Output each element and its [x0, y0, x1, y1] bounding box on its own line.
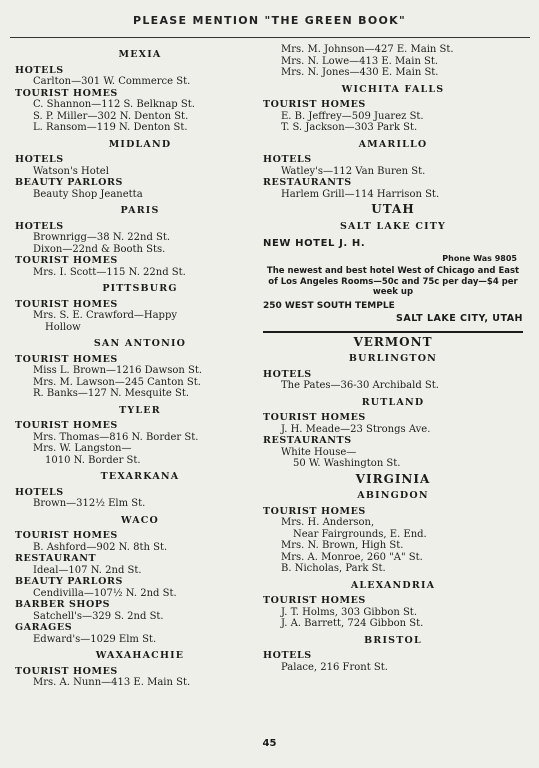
listing-entry: Harlem Grill—114 Harrison St.: [281, 188, 440, 200]
ad-hotel-name: NEW HOTEL J. H.: [263, 238, 366, 249]
ad-rule: [263, 331, 523, 333]
listing-entry: Mrs. W. Langston—: [33, 443, 132, 454]
ad-description: The newest and best hotel West of Chicago and East of Los Angeles Rooms—50c and 75c per day—$4 per week up: [266, 266, 520, 297]
listing-continuation: Hollow: [45, 321, 81, 333]
category-heading: TOURIST HOMES: [263, 505, 366, 517]
listing-entry: B. Ashford—902 N. 8th St.: [33, 541, 168, 553]
city-heading: ABINGDON: [357, 490, 429, 501]
listing-entry: Mrs. N. Lowe—413 E. Main St.: [281, 55, 439, 67]
listing-entry: Miss L. Brown—1216 Dawson St.: [33, 365, 203, 376]
category-heading: TOURIST HOMES: [15, 665, 118, 677]
listing-entry: Mrs. H. Anderson,: [281, 517, 375, 528]
listing-continuation: 50 W. Washington St.: [293, 458, 401, 469]
right-top-listings: [263, 44, 523, 232]
state-heading: VERMONT: [353, 334, 433, 349]
listing-entry: Carlton—301 W. Commerce St.: [33, 76, 191, 87]
right-bottom-listings: [263, 334, 523, 674]
left-column: [15, 44, 265, 689]
listing-entry: Mrs. A. Monroe, 260 "A" St.: [281, 551, 423, 563]
city-heading: SALT LAKE CITY: [339, 220, 447, 232]
listing-entry: C. Shannon—112 S. Belknap St.: [33, 99, 195, 110]
ad-phone: Phone Was 9805: [442, 253, 517, 263]
listing-entry: R. Banks—127 N. Mesquite St.: [33, 388, 190, 399]
category-heading: HOTELS: [263, 154, 312, 165]
listing-continuation: 1010 N. Border St.: [45, 454, 141, 466]
listing-entry: Edward's—1029 Elm St.: [33, 633, 157, 645]
listing-entry: Mrs. Thomas—816 N. Border St.: [33, 431, 199, 443]
listing-entry: The Pates—36-30 Archibald St.: [281, 380, 439, 391]
page-number: 45: [262, 738, 277, 749]
listing-entry: Dixon—22nd & Booth Sts.: [33, 243, 166, 255]
category-heading: RESTAURANTS: [263, 177, 352, 188]
category-heading: HOTELS: [15, 486, 64, 498]
listing-entry: Mrs. N. Brown, High St.: [281, 540, 404, 551]
listing-entry: Brownrigg—38 N. 22nd St.: [33, 232, 171, 243]
city-heading: BURLINGTON: [348, 353, 438, 364]
listing-entry: Mrs. S. E. Crawford—Happy: [33, 310, 178, 321]
listing-entry: Satchell's—329 S. 2nd St.: [33, 610, 164, 622]
city-heading: RUTLAND: [361, 396, 425, 408]
right-column: [263, 44, 523, 673]
listing-entry: Mrs. I. Scott—115 N. 22nd St.: [33, 266, 186, 278]
category-heading: HOTELS: [15, 154, 64, 165]
city-heading: BRISTOL: [364, 634, 422, 646]
ad-city: SALT LAKE CITY, UTAH: [396, 313, 523, 324]
category-heading: HOTELS: [263, 650, 312, 661]
category-heading: BEAUTY PARLORS: [15, 576, 123, 587]
listing-entry: S. P. Miller—302 N. Denton St.: [33, 110, 189, 122]
listing-entry: J. T. Holms, 303 Gibbon St.: [281, 606, 418, 618]
category-heading: TOURIST HOMES: [15, 420, 118, 431]
city-heading: SAN ANTONIO: [93, 338, 187, 349]
category-heading: HOTELS: [15, 220, 64, 232]
listing-entry: B. Nicholas, Park St.: [281, 563, 386, 574]
listing-entry: J. H. Meade—23 Strongs Ave.: [281, 423, 431, 435]
category-heading: TOURIST HOMES: [15, 255, 118, 266]
listing-entry: Beauty Shop Jeanetta: [33, 188, 143, 200]
listing-entry: J. A. Barrett, 724 Gibbon St.: [281, 618, 424, 629]
listing-entry: Watson's Hotel: [33, 165, 109, 177]
listing-entry: Mrs. A. Nunn—413 E. Main St.: [33, 677, 191, 688]
city-heading: TEXARKANA: [100, 471, 180, 482]
category-heading: TOURIST HOMES: [15, 353, 118, 365]
listing-continuation: Near Fairgrounds, E. End.: [293, 528, 427, 540]
hotel-advertisement: [263, 238, 523, 333]
listing-entry: Mrs. M. Johnson—427 E. Main St.: [281, 44, 454, 55]
ad-address: 250 WEST SOUTH TEMPLE: [263, 300, 395, 311]
listing-entry: T. S. Jackson—303 Park St.: [281, 122, 418, 133]
listing-entry: L. Ransom—119 N. Denton St.: [33, 122, 188, 133]
category-heading: TOURIST HOMES: [15, 530, 118, 541]
listing-entry: White House—: [281, 446, 357, 458]
category-heading: RESTAURANT: [15, 553, 97, 564]
category-heading: TOURIST HOMES: [263, 595, 366, 606]
listing-entry: Brown—312½ Elm St.: [33, 498, 146, 509]
city-heading: WACO: [120, 514, 160, 526]
category-heading: TOURIST HOMES: [15, 87, 118, 99]
state-heading: UTAH: [371, 202, 415, 216]
category-heading: GARAGES: [15, 622, 73, 633]
listing-entry: Watley's—112 Van Buren St.: [281, 165, 426, 177]
category-heading: HOTELS: [263, 368, 312, 380]
listing-entry: Cendivilla—107½ N. 2nd St.: [33, 587, 177, 599]
city-heading: PITTSBURG: [102, 283, 178, 294]
category-heading: TOURIST HOMES: [15, 298, 118, 310]
listing-entry: Mrs. N. Jones—430 E. Main St.: [281, 67, 439, 78]
category-heading: TOURIST HOMES: [263, 99, 366, 110]
listing-entry: E. B. Jeffrey—509 Juarez St.: [281, 110, 424, 122]
city-heading: PARIS: [120, 205, 160, 216]
city-heading: AMARILLO: [358, 138, 428, 150]
city-heading: WICHITA FALLS: [341, 83, 445, 95]
category-heading: RESTAURANTS: [263, 435, 352, 446]
header-rule: [10, 37, 530, 38]
category-heading: TOURIST HOMES: [263, 412, 366, 423]
running-header: PLEASE MENTION "THE GREEN BOOK": [132, 14, 406, 27]
city-heading: MEXIA: [118, 49, 162, 60]
city-heading: WAXAHACHIE: [95, 650, 185, 661]
listing-entry: Mrs. M. Lawson—245 Canton St.: [33, 376, 201, 388]
listing-entry: Ideal—107 N. 2nd St.: [33, 564, 142, 576]
category-heading: BARBER SHOPS: [15, 599, 111, 610]
city-heading: TYLER: [119, 404, 161, 416]
category-heading: BEAUTY PARLORS: [15, 177, 123, 188]
state-heading: VIRGINIA: [355, 471, 431, 486]
city-heading: ALEXANDRIA: [350, 579, 436, 591]
listing-entry: Palace, 216 Front St.: [281, 661, 388, 673]
city-heading: MIDLAND: [108, 138, 172, 150]
category-heading: HOTELS: [15, 64, 64, 76]
